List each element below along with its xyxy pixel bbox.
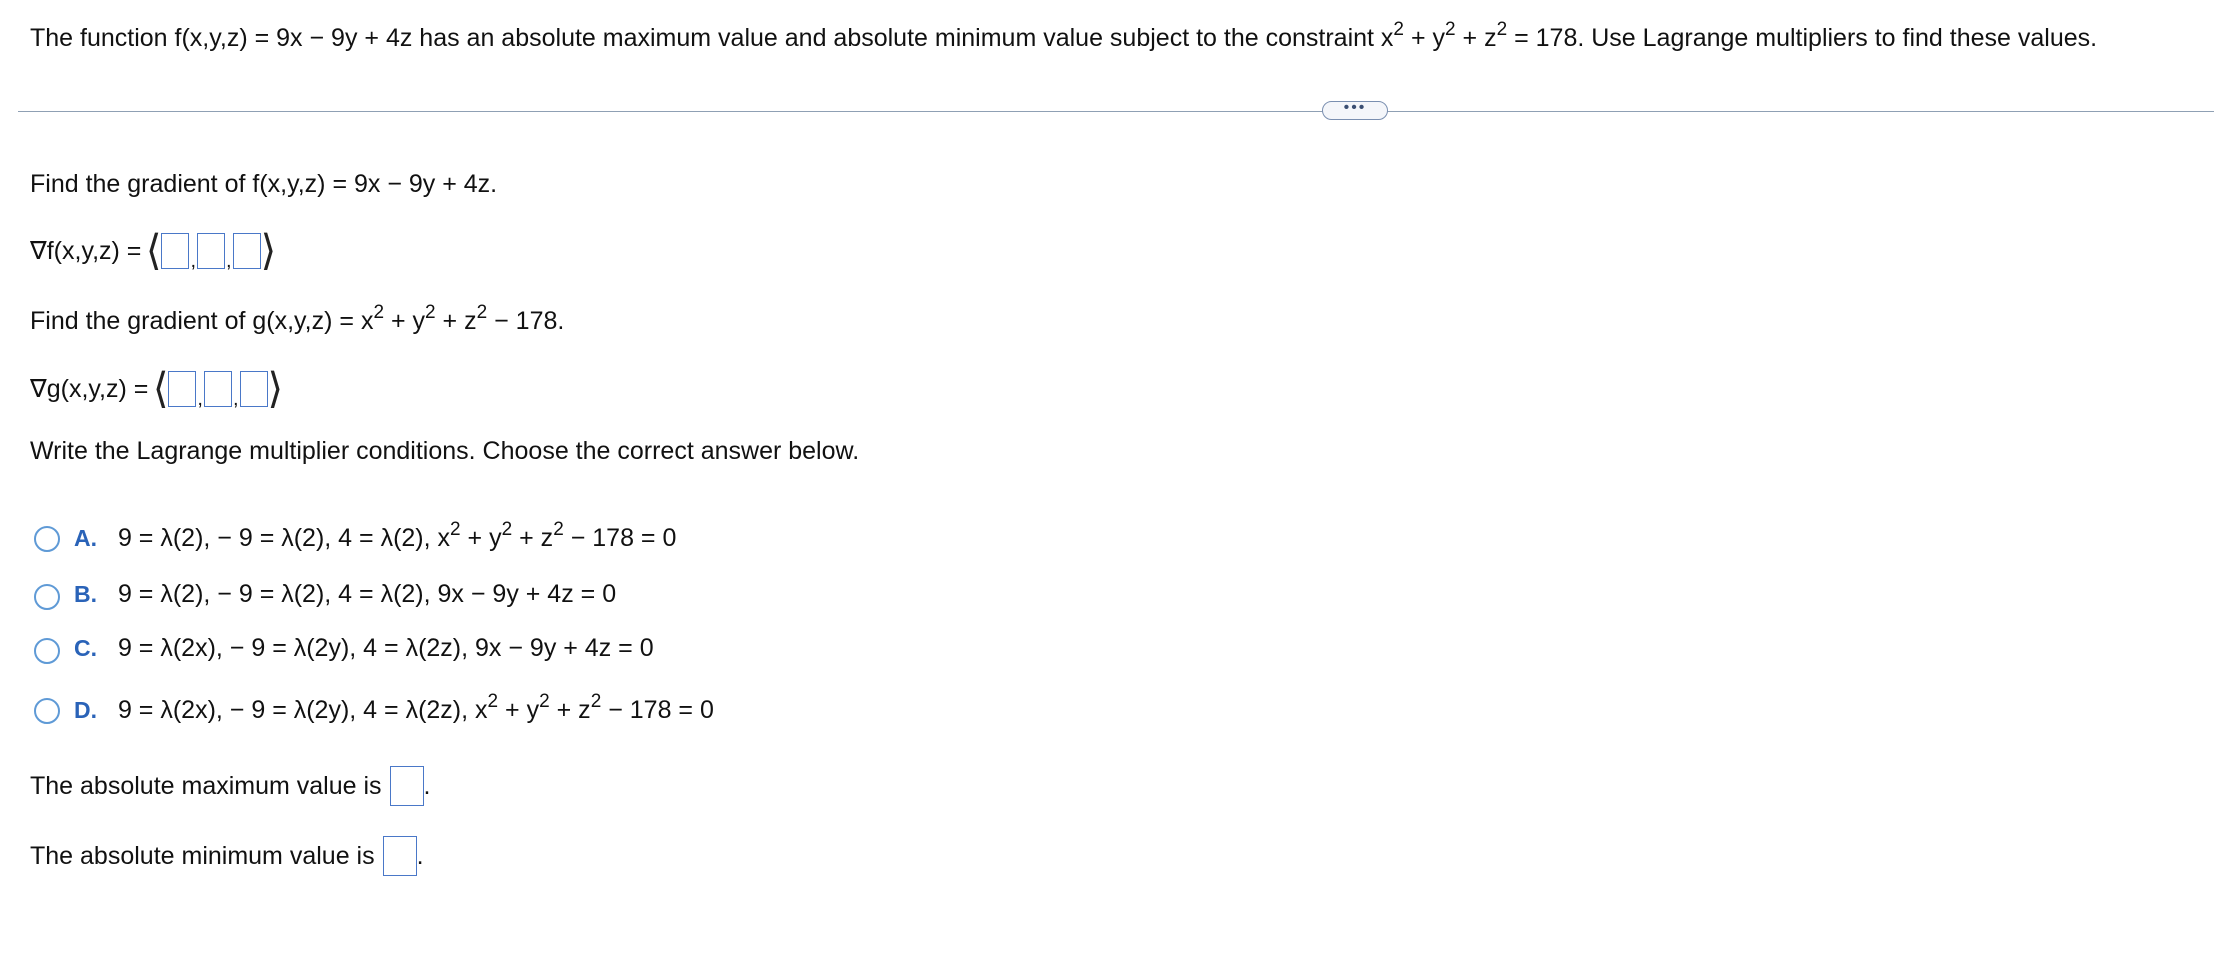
option-a-text: − 178 = 0 <box>563 524 677 552</box>
absolute-max-row <box>30 764 431 808</box>
angle-bracket-open: ⟨ <box>145 227 162 275</box>
exponent: 2 <box>1445 18 1456 40</box>
option-c-letter: C. <box>74 635 97 661</box>
option-d-radio[interactable] <box>34 698 60 724</box>
gradient-f-label: ∇f(x,y,z) = <box>30 237 142 265</box>
option-d-text: + y <box>498 696 540 724</box>
option-b[interactable] <box>74 578 616 610</box>
exponent: 2 <box>553 518 564 540</box>
comma: , <box>190 250 197 272</box>
prompt-part: Find the gradient of g(x,y,z) = x <box>30 307 374 335</box>
exponent: 2 <box>590 690 602 712</box>
option-b-text: 9 = λ(2), − 9 = λ(2), 4 = λ(2), 9x − 9y + 4z = 0 <box>117 580 617 608</box>
problem-text-part: The function f(x,y,z) = 9x − 9y + 4z has an absolute maximum value and absolute minimum value subject to the constraint x <box>30 24 1394 52</box>
option-a[interactable] <box>74 518 677 554</box>
gradient-g-row <box>30 367 283 411</box>
option-a-text: + y <box>460 524 502 552</box>
exponent: 2 <box>450 518 461 540</box>
option-c-radio[interactable] <box>34 638 60 664</box>
comma: , <box>197 388 203 410</box>
exponent: 2 <box>373 301 385 323</box>
gradient-f-vector <box>146 229 276 273</box>
period: . <box>423 771 431 800</box>
option-b-radio[interactable] <box>34 584 60 610</box>
gradient-g-z-input[interactable] <box>240 371 268 407</box>
gradient-g-prompt <box>30 301 565 337</box>
option-a-radio[interactable] <box>34 526 60 552</box>
problem-text-part: = 178. Use Lagrange multipliers to find these values. <box>1507 24 2098 52</box>
exponent: 2 <box>1393 18 1404 40</box>
prompt-part: + y <box>384 307 426 335</box>
problem-statement <box>30 18 2098 54</box>
gradient-f-y-input[interactable] <box>197 233 225 269</box>
option-c[interactable] <box>74 632 654 664</box>
absolute-min-label: The absolute minimum value is <box>30 841 375 870</box>
comma: , <box>232 388 239 410</box>
angle-bracket-open: ⟨ <box>152 365 169 413</box>
section-divider <box>18 111 2214 112</box>
conditions-prompt: Write the Lagrange multiplier conditions. Choose the correct answer below. <box>30 437 860 465</box>
more-ellipsis-button[interactable]: ••• <box>1322 101 1388 120</box>
problem-text-part: + z <box>1455 24 1497 52</box>
absolute-max-label: The absolute maximum value is <box>30 771 382 800</box>
option-d-letter: D. <box>74 697 97 723</box>
absolute-max-input[interactable] <box>390 766 424 806</box>
prompt-part: + z <box>435 307 477 335</box>
option-d[interactable] <box>74 690 714 726</box>
option-b-letter: B. <box>74 581 97 607</box>
exponent: 2 <box>425 301 436 323</box>
option-d-text: 9 = λ(2x), − 9 = λ(2y), 4 = λ(2z), x <box>117 696 488 724</box>
period: . <box>416 841 424 870</box>
absolute-min-input[interactable] <box>383 836 417 876</box>
exponent: 2 <box>487 690 499 712</box>
exponent: 2 <box>476 301 488 323</box>
exponent: 2 <box>501 518 513 540</box>
option-d-text: − 178 = 0 <box>601 696 714 724</box>
option-a-text: 9 = λ(2), − 9 = λ(2), 4 = λ(2), x <box>117 524 451 552</box>
option-a-text: + z <box>512 524 554 552</box>
gradient-f-row <box>30 229 276 273</box>
exponent: 2 <box>1496 18 1508 40</box>
option-a-letter: A. <box>74 525 97 551</box>
gradient-f-x-input[interactable] <box>161 233 189 269</box>
angle-bracket-close: ⟩ <box>260 227 277 275</box>
option-c-text: 9 = λ(2x), − 9 = λ(2y), 4 = λ(2z), 9x − 9y + 4z = 0 <box>117 634 654 662</box>
gradient-g-y-input[interactable] <box>204 371 232 407</box>
gradient-g-label: ∇g(x,y,z) = <box>30 375 149 403</box>
prompt-part: − 178. <box>487 307 565 335</box>
gradient-g-vector <box>153 367 283 411</box>
problem-text-part: + y <box>1404 24 1445 52</box>
gradient-f-z-input[interactable] <box>233 233 261 269</box>
absolute-min-row <box>30 834 424 878</box>
gradient-f-prompt: Find the gradient of f(x,y,z) = 9x − 9y + 4z. <box>30 170 498 198</box>
comma: , <box>226 250 232 272</box>
gradient-g-x-input[interactable] <box>168 371 196 407</box>
exponent: 2 <box>539 690 550 712</box>
option-d-text: + z <box>549 696 591 724</box>
angle-bracket-close: ⟩ <box>267 365 284 413</box>
